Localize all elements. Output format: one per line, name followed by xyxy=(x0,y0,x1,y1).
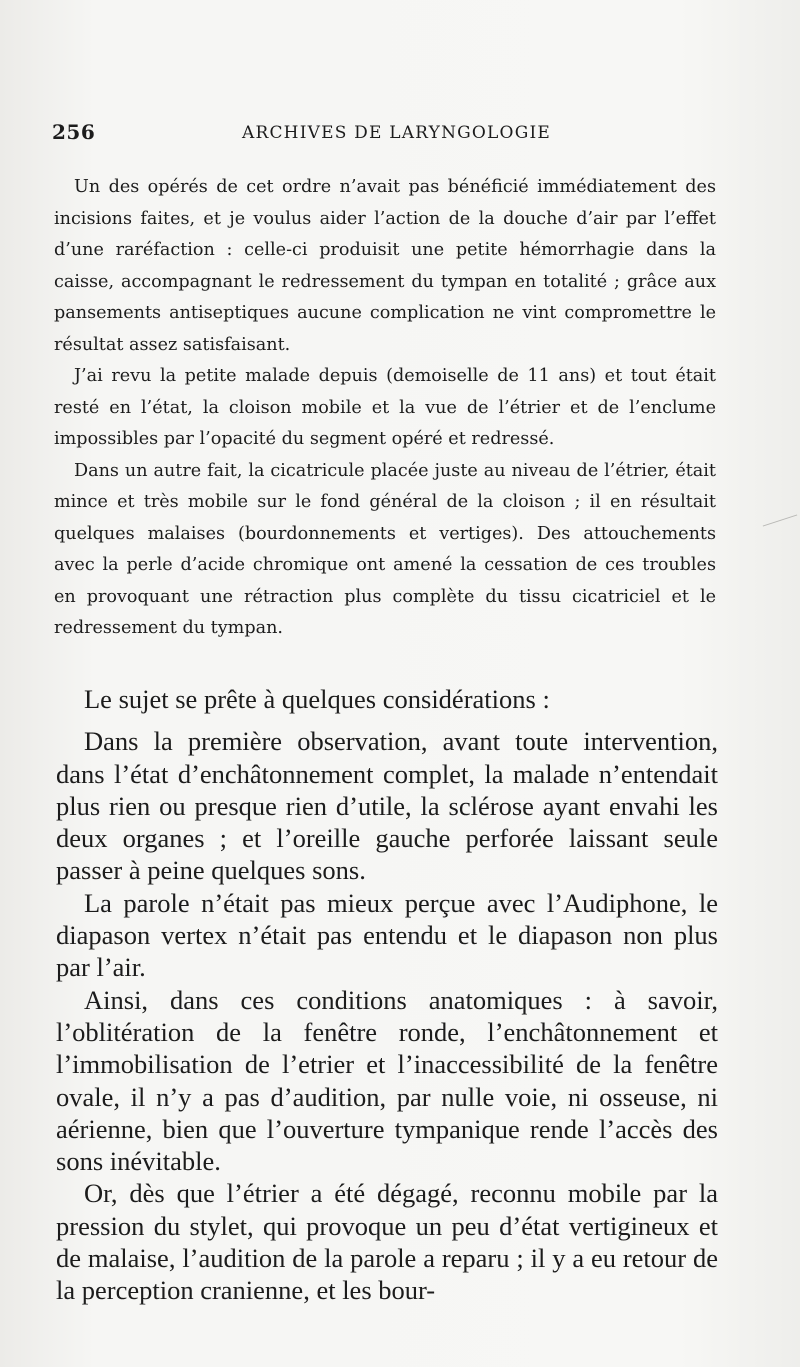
body-text-large xyxy=(56,683,718,1307)
paragraph: Un des opérés de cet ordre n’avait pas bénéficié immédiatement des incisions faites, et je voulus aider l’action de la douche d’air par l’effet d’une raréfaction : celle-ci produisit une petite hémorrhagie dans la caisse, accompagnant le redressement du tympan en totalité ; grâce aux pansements antiseptiques aucune complication ne vint compromettre le résultat assez satisfaisant. xyxy=(54,177,716,355)
section-lead: Le sujet se prête à quelques considérations : xyxy=(84,684,550,714)
paragraph: Or, dès que l’étrier a été dégagé, reconnu mobile par la pression du stylet, qui provoque un peu d’état vertigineux et de malaise, l’audition de la parole a reparu ; il y a eu retour de la perception cranienne, et les bour- xyxy=(56,1178,718,1306)
paragraph: La parole n’était pas mieux perçue avec l’Audiphone, le diapason vertex n’était pas entendu et le diapason non plus par l’air. xyxy=(56,887,718,983)
paragraph: Dans la première observation, avant toute intervention, dans l’état d’enchâtonnement complet, la malade n’entendait plus rien ou presque rien d’utile, la sclérose ayant envahi les deux organes ; et l’oreille gauche perforée laissant seule passer à peine quelques sons. xyxy=(56,726,718,886)
paragraph: J’ai revu la petite malade depuis (demoiselle de 11 ans) et tout était resté en l’état, la cloison mobile et la vue de l’étrier et de l’enclume impossibles par l’opacité du segment opéré et redressé. xyxy=(54,366,716,449)
paragraph: Dans un autre fait, la cicatricule placée juste au niveau de l’étrier, était mince et très mobile sur le fond général de la cloison ; il en résultait quelques malaises (bourdonnements et vertiges). Des attouchements avec la perle d’acide chromique ont amené la cessation de ces troubles en provoquant une rétraction plus complète du tissu cicatriciel et le redressement du tympan. xyxy=(54,460,716,638)
page-header xyxy=(52,120,744,148)
margin-pencil-mark xyxy=(763,514,798,526)
page-number: 256 xyxy=(52,120,96,144)
body-text-small xyxy=(54,172,716,645)
paragraph: Ainsi, dans ces conditions anatomiques : à savoir, l’oblitération de la fenêtre ronde, l’enchâtonnement et l’immobilisation de l’etrier et l’inaccessibilité de la fenêtre ovale, il n’y a pas d’audition, par nulle voie, ni osseuse, ni aérienne, bien que l’ouverture tympanique rende l’accès des sons inévitable. xyxy=(56,984,718,1177)
running-title: ARCHIVES DE LARYNGOLOGIE xyxy=(242,123,551,143)
